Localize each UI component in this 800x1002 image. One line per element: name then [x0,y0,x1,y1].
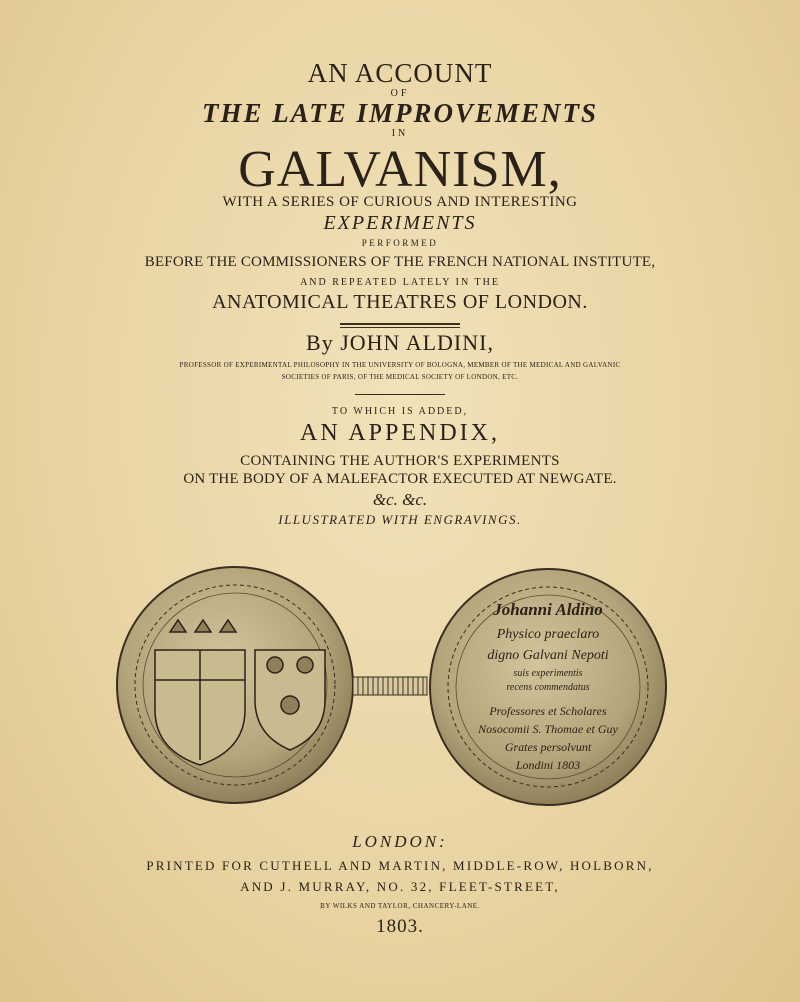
author-description-2: SOCIETIES OF PARIS, OF THE MEDICAL SOCIETY OF LONDON, ETC. [281,373,519,381]
appendix-description-1: CONTAINING THE AUTHOR'S EXPERIMENTS [240,453,560,469]
subtitle-experiments: EXPERIMENTS [323,212,477,234]
medal-inscription-9: Londini 1803 [515,758,581,772]
medals-engraving [110,560,670,820]
medal-inscription-8: Grates persolvunt [504,740,592,754]
author-description-1: PROFESSOR OF EXPERIMENTAL PHILOSOPHY IN THE UNIVERSITY OF BOLOGNA, MEMBER OF THE MEDICAL AND GALVANIC [179,361,621,369]
medal-inscription-6: Professores et Scholares [489,704,607,718]
imprint-publishers: PRINTED FOR CUTHELL AND MARTIN, MIDDLE-ROW, HOLBORN, [146,858,654,873]
etc-mark: &c. &c. [372,490,428,509]
medal-inscription-4: suis experimentis [513,668,583,679]
medal-inscription-7: Nosocomii S. Thomae et Guy [478,722,618,736]
title-line-in: IN [391,128,409,139]
appendix-intro: TO WHICH IS ADDED, [331,406,469,417]
medal-inscription-2: Physico praeclaro [496,627,600,642]
subtitle-commissioners: BEFORE THE COMMISSIONERS OF THE FRENCH NATIONAL INSTITUTE, [144,254,656,270]
subtitle-series: WITH A SERIES OF CURIOUS AND INTERESTING [222,194,578,210]
appendix-heading: AN APPENDIX, [299,420,500,446]
divider-rule-small [355,394,445,395]
medal-inscription-1: Johanni Aldino [493,600,603,619]
subtitle-repeated: AND REPEATED LATELY IN THE [300,277,500,288]
title-line-late-improvements: THE LATE IMPROVEMENTS [201,98,599,128]
subtitle-anatomical-theatres: ANATOMICAL THEATRES OF LONDON. [212,291,588,313]
title-galvanism: GALVANISM, [238,141,562,198]
divider-rule [340,323,460,328]
illustrated-note: ILLUSTRATED WITH ENGRAVINGS. [278,512,522,527]
author-name: By JOHN ALDINI, [306,330,494,355]
medal-inscription-5: recens commendatus [506,682,590,693]
imprint-year: 1803. [376,916,424,937]
medal-inscription-3: digno Galvani Nepoti [487,648,609,663]
imprint-city: LONDON: [352,832,448,851]
title-line-account: AN ACCOUNT [307,58,493,88]
imprint-murray: AND J. MURRAY, NO. 32, FLEET-STREET, [240,879,560,894]
medal-reverse [430,569,666,805]
appendix-description-2: ON THE BODY OF A MALEFACTOR EXECUTED AT NEWGATE. [183,471,617,487]
medal-connector [353,677,427,695]
medal-obverse [117,567,353,803]
subtitle-performed: PERFORMED [361,238,439,248]
title-line-of: OF [390,88,410,99]
imprint-printer: BY WILKS AND TAYLOR, CHANCERY-LANE. [320,902,480,910]
